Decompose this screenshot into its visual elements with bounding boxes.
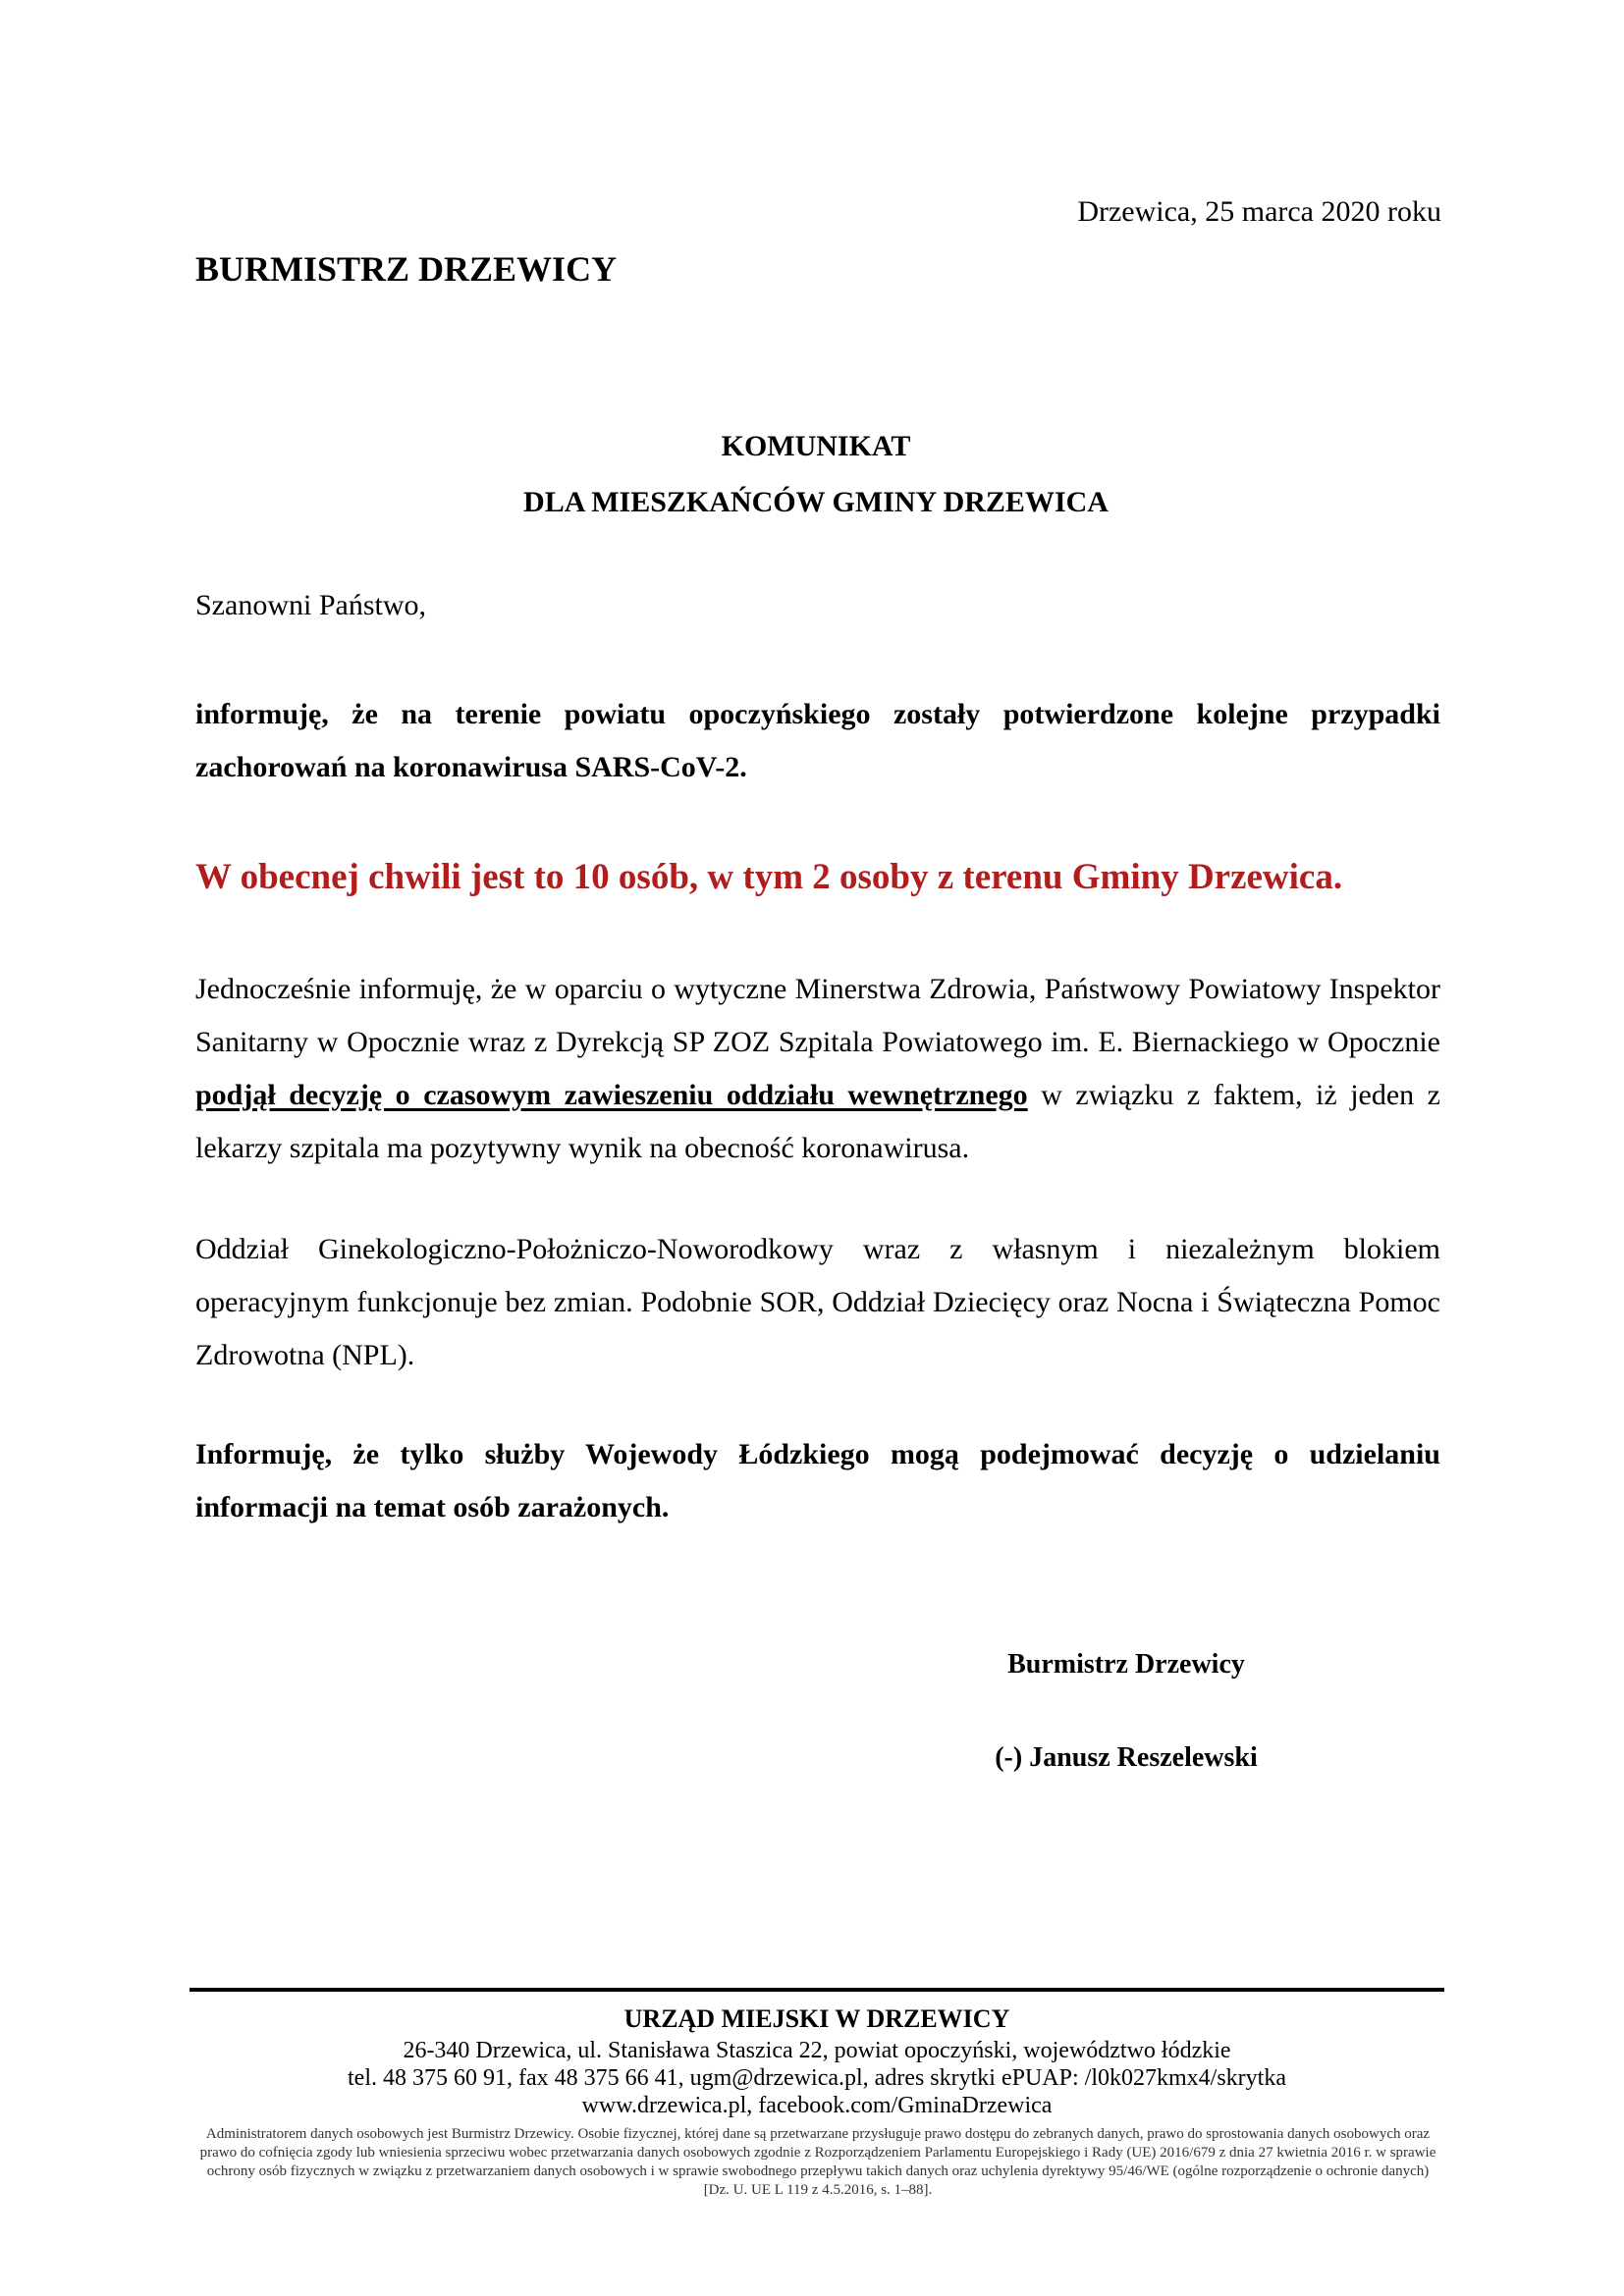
paragraph-hospital-decision-intro: Jednocześnie informuję, że w oparciu o wytyczne Minerstwa Zdrowia, Państwowy Powiatowy Inspektor Sanitarny w Opocznie wraz z Dyrekcją SP ZOZ Szpitala Powiatowego im. E. Biernackiego w Opocznie [195, 973, 1440, 1058]
document-date: Drzewica, 25 marca 2020 roku [1077, 195, 1441, 228]
document-title: KOMUNIKAT [721, 430, 911, 462]
footer-legal-notice: Administratorem danych osobowych jest Burmistrz Drzewicy. Osobie fizycznej, której dane są przetwarzane przysługuje prawo dostępu do zebranych danych, prawo do sprostowania danych osobowych oraz prawo do cofnięcia zgody lub wniesienia sprzeciwu wobec przetwarzania danych osobowych zgodnie z Rozporządzeniem Parlamentu Europejskiego i Rady (UE) 2016/679 z dnia 27 kwietnia 2016 r. w sprawie ochrony osób fizycznych w związku z przetwarzaniem danych osobowych i w sprawie swobodnego przepływu takich danych oraz uchylenia dyrektywy 95/46/WE (ogólne rozporządzenie o ochronie danych) [Dz. U. UE L 119 z 4.5.2016, s. 1–88]. [199, 2126, 1436, 2198]
signature-name: (-) Janusz Reszelewski [995, 1742, 1258, 1773]
footer-address: 26-340 Drzewica, ul. Stanisława Staszica 22, powiat opoczyński, województwo łódzkie [403, 2038, 1231, 2063]
paragraph-announcement: informuję, że na terenie powiatu opoczyńskiego zostały potwierdzone kolejne przypadki zachorowań na koronawirusa SARS-CoV-2. [195, 698, 1440, 783]
footer-organization: URZĄD MIEJSKI W DRZEWICY [623, 2004, 1010, 2033]
salutation: Szanowni Państwo, [195, 589, 426, 621]
paragraph-information-policy: Informuję, że tylko służby Wojewody Łódzkiego mogą podejmować decyzję o udzielaniu informacji na temat osób zarażonych. [195, 1438, 1440, 1523]
footer-divider [189, 1988, 1444, 1992]
highlight-case-count: W obecnej chwili jest to 10 osób, w tym 2 osoby z terenu Gminy Drzewica. [195, 857, 1343, 897]
paragraph-departments-status: Oddział Ginekologiczno-Położniczo-Noworodkowy wraz z własnym i niezależnym blokiem operacyjnym funkcjonuje bez zmian. Podobnie SOR, Oddział Dziecięcy oraz Nocna i Świąteczna Pomoc Zdrowotna (NPL). [195, 1233, 1440, 1371]
footer-contact: tel. 48 375 60 91, fax 48 375 66 41, ugm@drzewica.pl, adres skrytki ePUAP: /l0k027kmx4/skrytka [348, 2065, 1286, 2091]
signature-role: Burmistrz Drzewicy [1007, 1649, 1245, 1680]
footer-web-links: www.drzewica.pl, facebook.com/GminaDrzewica [581, 2093, 1053, 2118]
issuer-heading: BURMISTRZ DRZEWICY [195, 249, 618, 289]
document-subtitle: DLA MIESZKAŃCÓW GMINY DRZEWICA [523, 486, 1109, 518]
paragraph-hospital-decision [195, 963, 1440, 1175]
paragraph-hospital-decision-emphasis: podjął decyzję o czasowym zawieszeniu oddziału wewnętrznego [195, 1079, 1028, 1111]
paragraph-hospital-decision-outro: w związku z faktem, iż jeden z lekarzy szpitala ma pozytywny wynik na obecność koronawirusa. [195, 1079, 1440, 1164]
